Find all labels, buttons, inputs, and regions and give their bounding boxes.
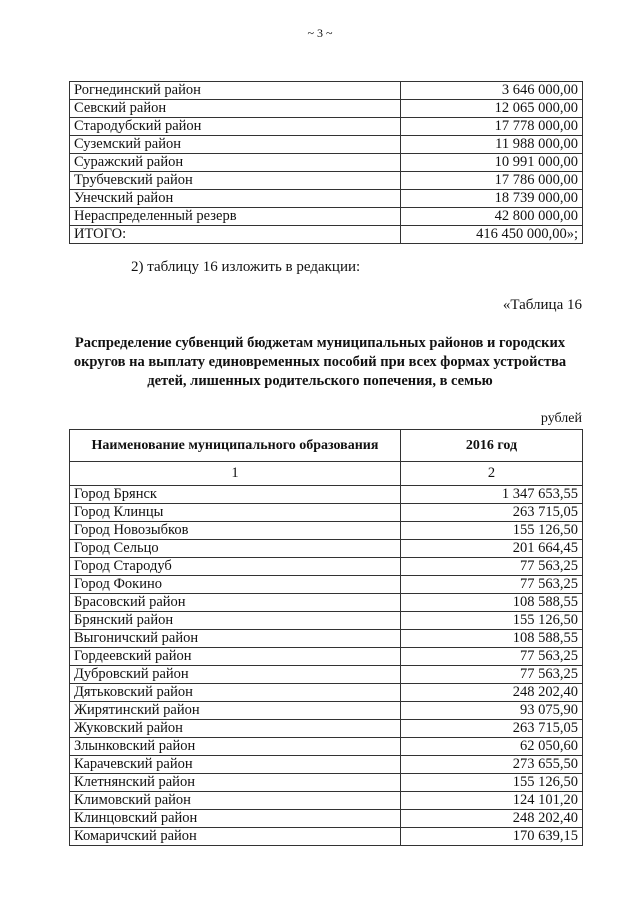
table-row: [70, 720, 583, 738]
table-row: [70, 648, 583, 666]
row-name: Выгоничский район: [70, 630, 401, 648]
row-name: Нераспределенный резерв: [70, 208, 401, 226]
row-value: 77 563,25: [401, 648, 583, 666]
table-row: [70, 486, 583, 504]
table-row: [70, 82, 583, 100]
table-row: [70, 118, 583, 136]
table-row: [70, 154, 583, 172]
row-value: 17 778 000,00: [401, 118, 583, 136]
row-value: 273 655,50: [401, 756, 583, 774]
row-name: Город Брянск: [70, 486, 401, 504]
row-name: Брянский район: [70, 612, 401, 630]
row-name: Город Новозыбков: [70, 522, 401, 540]
table-row: [70, 792, 583, 810]
header-name: Наименование муниципального образования: [70, 430, 401, 462]
table-row: [70, 172, 583, 190]
row-name: Клинцовский район: [70, 810, 401, 828]
row-value: 12 065 000,00: [401, 100, 583, 118]
row-value: 416 450 000,00»;: [401, 226, 583, 244]
table-row: [70, 190, 583, 208]
column-number: 1: [70, 462, 401, 486]
row-value: 155 126,50: [401, 612, 583, 630]
row-name: Стародубский район: [70, 118, 401, 136]
table-row: [70, 702, 583, 720]
row-value: 201 664,45: [401, 540, 583, 558]
table-row: [70, 226, 583, 244]
row-value: 11 988 000,00: [401, 136, 583, 154]
table-row: [70, 810, 583, 828]
table-row: [70, 522, 583, 540]
row-value: 155 126,50: [401, 522, 583, 540]
row-value: 263 715,05: [401, 720, 583, 738]
table-row: [70, 136, 583, 154]
row-value: 248 202,40: [401, 684, 583, 702]
table-row: [70, 540, 583, 558]
row-name: Клетнянский район: [70, 774, 401, 792]
row-value: 77 563,25: [401, 666, 583, 684]
row-name: Город Фокино: [70, 576, 401, 594]
row-name: Город Сельцо: [70, 540, 401, 558]
row-name: ИТОГО:: [70, 226, 401, 244]
row-name: Комаричский район: [70, 828, 401, 846]
page-number: ~ 3 ~: [307, 26, 333, 40]
table-row: [70, 774, 583, 792]
table-row: [70, 828, 583, 846]
row-name: Злынковский район: [70, 738, 401, 756]
row-name: Рогнединский район: [70, 82, 401, 100]
row-value: 3 646 000,00: [401, 82, 583, 100]
table-row: [70, 558, 583, 576]
column-number: 2: [401, 462, 583, 486]
row-value: 77 563,25: [401, 576, 583, 594]
row-name: Город Стародуб: [70, 558, 401, 576]
previous-table-continuation: [69, 81, 583, 244]
table-row: [70, 630, 583, 648]
row-name: Севский район: [70, 100, 401, 118]
column-number-row: [70, 462, 583, 486]
row-name: Дубровский район: [70, 666, 401, 684]
row-name: Климовский район: [70, 792, 401, 810]
table-row: [70, 738, 583, 756]
amendment-intro: 2) таблицу 16 изложить в редакции:: [131, 259, 361, 275]
row-name: Дятьковский район: [70, 684, 401, 702]
row-value: 263 715,05: [401, 504, 583, 522]
table-16: [69, 429, 583, 846]
row-name: Жирятинский район: [70, 702, 401, 720]
table-title: Распределение субвенций бюджетам муниципальных районов и городских округов на выплату единовременных пособий при всех формах устройства детей, лишенных родительского попечения, в семью: [73, 335, 567, 389]
table-row: [70, 504, 583, 522]
row-value: 1 347 653,55: [401, 486, 583, 504]
table-row: [70, 208, 583, 226]
row-value: 93 075,90: [401, 702, 583, 720]
row-name: Жуковский район: [70, 720, 401, 738]
header-row: [70, 430, 583, 462]
table-row: [70, 576, 583, 594]
row-value: 170 639,15: [401, 828, 583, 846]
table-label: «Таблица 16: [502, 297, 582, 313]
row-value: 10 991 000,00: [401, 154, 583, 172]
row-name: Брасовский район: [70, 594, 401, 612]
row-name: Гордеевский район: [70, 648, 401, 666]
row-value: 62 050,60: [401, 738, 583, 756]
table-row: [70, 594, 583, 612]
header-year: 2016 год: [401, 430, 583, 462]
row-name: Унечский район: [70, 190, 401, 208]
table-row: [70, 684, 583, 702]
row-value: 42 800 000,00: [401, 208, 583, 226]
row-value: 77 563,25: [401, 558, 583, 576]
row-value: 248 202,40: [401, 810, 583, 828]
row-name: Трубчевский район: [70, 172, 401, 190]
row-name: Суражский район: [70, 154, 401, 172]
table-row: [70, 756, 583, 774]
row-name: Карачевский район: [70, 756, 401, 774]
row-value: 108 588,55: [401, 630, 583, 648]
row-name: Суземский район: [70, 136, 401, 154]
table-row: [70, 612, 583, 630]
table-row: [70, 666, 583, 684]
row-value: 18 739 000,00: [401, 190, 583, 208]
table-row: [70, 100, 583, 118]
unit-label: рублей: [540, 411, 582, 426]
row-value: 108 588,55: [401, 594, 583, 612]
row-value: 155 126,50: [401, 774, 583, 792]
row-value: 17 786 000,00: [401, 172, 583, 190]
row-name: Город Клинцы: [70, 504, 401, 522]
row-value: 124 101,20: [401, 792, 583, 810]
